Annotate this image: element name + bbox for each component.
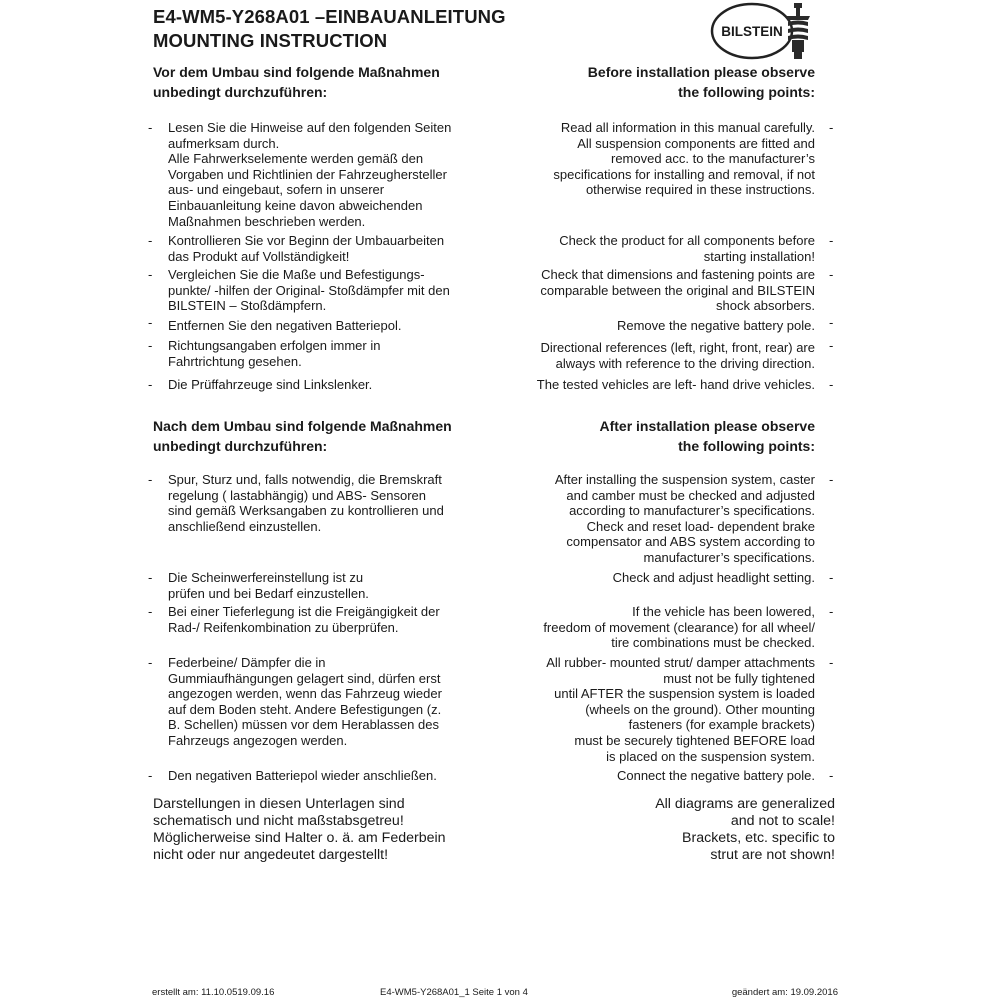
note-en: All diagrams are generalized and not to scale! Brackets, etc. specific to strut are not shown! bbox=[655, 796, 835, 863]
logo-text: BILSTEIN bbox=[721, 24, 783, 39]
bullet-dash: - bbox=[148, 655, 153, 670]
title-line-de: E4-WM5-Y268A01 –EINBAUANLEITUNG bbox=[153, 6, 506, 27]
before-item-5-de: Richtungsangaben erfolgen immer in Fahrtrichtung gesehen. bbox=[168, 338, 381, 369]
bullet-dash: - bbox=[148, 267, 153, 282]
after-heading-en: After installation please observe the following points: bbox=[599, 418, 815, 454]
after-heading-de: Nach dem Umbau sind folgende Maßnahmen unbedingt durchzuführen: bbox=[153, 418, 452, 454]
shock-absorber-icon bbox=[710, 2, 828, 60]
footer-changed: geändert am: 19.09.2016 bbox=[731, 987, 838, 998]
bullet-dash: - bbox=[148, 338, 153, 353]
bullet-dash: - bbox=[829, 315, 834, 330]
footer-created: erstellt am: 11.10.0519.09.16 bbox=[152, 987, 275, 998]
bullet-dash: - bbox=[148, 315, 153, 330]
footer-page: E4-WM5-Y268A01_1 Seite 1 von 4 bbox=[380, 987, 528, 998]
title-line-en: MOUNTING INSTRUCTION bbox=[153, 30, 388, 51]
bullet-dash: - bbox=[829, 233, 834, 248]
before-item-1-en: Read all information in this manual carefully. All suspension components are fitted and removed acc. to the manufacturer’s specifications for installing and removal, if not otherwise required in these instructions. bbox=[553, 120, 815, 198]
before-item-2-en: Check the product for all components before starting installation! bbox=[559, 233, 815, 264]
before-item-1-de: Lesen Sie die Hinweise auf den folgenden Seiten aufmerksam durch. Alle Fahrwerkselemente werden gemäß den Vorgaben und Richtlinien der Fahrzeughersteller aus- und eingebaut, sofern in unserer Einbauanleitung keine davon abweichenden Maßnahmen beschrieben werden. bbox=[168, 120, 452, 229]
before-item-2-de: Kontrollieren Sie vor Beginn der Umbauarbeiten das Produkt auf Vollständigkeit! bbox=[168, 233, 445, 264]
after-item-5-en: Connect the negative battery pole. bbox=[616, 768, 815, 783]
bullet-dash: - bbox=[148, 377, 153, 392]
bullet-dash: - bbox=[148, 604, 153, 619]
before-item-6-en: The tested vehicles are left- hand drive vehicles. bbox=[536, 377, 815, 392]
bullet-dash: - bbox=[829, 120, 834, 135]
after-item-3-en: If the vehicle has been lowered, freedom of movement (clearance) for all wheel/ tire combinations must be checked. bbox=[543, 604, 815, 651]
bullet-dash: - bbox=[148, 472, 153, 487]
before-item-5-en: Directional references (left, right, front, rear) are always with reference to the driving direction. bbox=[540, 340, 815, 371]
note-de: Darstellungen in diesen Unterlagen sind schematisch und nicht maßstabsgetreu! Möglicherweise sind Halter o. ä. am Federbein nicht oder nur angedeutet dargestellt! bbox=[153, 796, 446, 863]
after-item-2-en: Check and adjust headlight setting. bbox=[612, 570, 815, 585]
bullet-dash: - bbox=[829, 655, 834, 670]
bullet-dash: - bbox=[148, 768, 153, 783]
bullet-dash: - bbox=[829, 604, 834, 619]
bilstein-logo bbox=[710, 2, 828, 60]
bullet-dash: - bbox=[829, 267, 834, 282]
bullet-dash: - bbox=[148, 570, 153, 585]
before-item-4-de: Entfernen Sie den negativen Batteriepol. bbox=[168, 318, 402, 333]
after-item-2-de: Die Scheinwerfereinstellung ist zu prüfen und bei Bedarf einzustellen. bbox=[168, 570, 369, 601]
after-item-3-de: Bei einer Tieferlegung ist die Freigängigkeit der Rad-/ Reifenkombination zu überprüfen. bbox=[168, 604, 440, 635]
before-item-4-en: Remove the negative battery pole. bbox=[616, 318, 815, 333]
bullet-dash: - bbox=[829, 377, 834, 392]
before-item-3-en: Check that dimensions and fastening points are comparable between the original and BILSTEIN shock absorbers. bbox=[540, 267, 815, 314]
after-item-1-de: Spur, Sturz und, falls notwendig, die Bremskraft regelung ( lastabhängig) und ABS- Sensoren sind gemäß Werksangaben zu kontrollieren und anschließend einzustellen. bbox=[168, 472, 444, 534]
bullet-dash: - bbox=[829, 768, 834, 783]
bullet-dash: - bbox=[829, 338, 834, 353]
bullet-dash: - bbox=[148, 233, 153, 248]
before-item-6-de: Die Prüffahrzeuge sind Linkslenker. bbox=[168, 377, 373, 392]
bullet-dash: - bbox=[148, 120, 153, 135]
bullet-dash: - bbox=[829, 472, 834, 487]
before-item-3-de: Vergleichen Sie die Maße und Befestigungs- punkte/ -hilfen der Original- Stoßdämpfer mit den BILSTEIN – Stoßdämpfern. bbox=[168, 267, 450, 314]
after-item-4-de: Federbeine/ Dämpfer die in Gummiaufhängungen gelagert sind, dürfen erst angezogen werden, wenn das Fahrzeug wieder auf dem Boden steht. Andere Befestigungen (z. B. Schellen) müssen vor dem Herablassen des Fahrzeugs angezogen werden. bbox=[168, 655, 442, 748]
before-heading-de: Vor dem Umbau sind folgende Maßnahmen unbedingt durchzuführen: bbox=[153, 64, 440, 100]
after-item-5-de: Den negativen Batteriepol wieder anschließen. bbox=[168, 768, 437, 783]
bullet-dash: - bbox=[829, 570, 834, 585]
after-item-4-en: All rubber- mounted strut/ damper attachments must not be fully tightened until AFTER the suspension system is loaded (wheels on the ground). Other mounting fasteners (for example brackets) must be securely tightened BEFORE load is placed on the suspension system. bbox=[546, 655, 815, 764]
document-title bbox=[153, 5, 506, 53]
after-item-1-en: After installing the suspension system, caster and camber must be checked and adjusted according to manufacturer’s specifications. Check and reset load- dependent brake compensator and ABS system according to manufacturer’s specifications. bbox=[554, 472, 815, 565]
before-heading-en: Before installation please observe the following points: bbox=[587, 64, 815, 100]
